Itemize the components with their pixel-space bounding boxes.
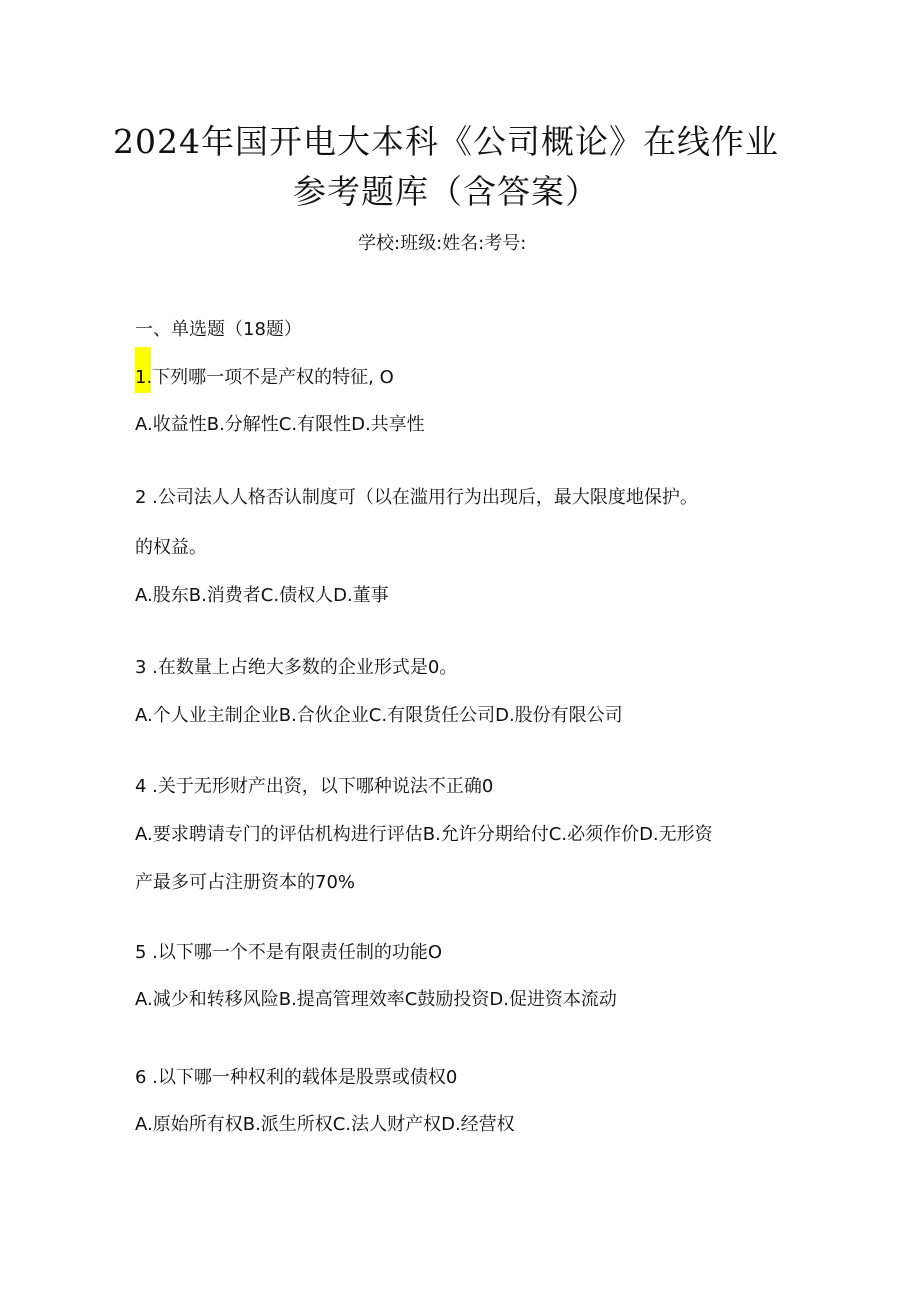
document-title-line-2: 参考题库（含答案） — [293, 172, 599, 211]
section-heading: 一、单选题（18题） — [135, 319, 302, 340]
question-6-stem: 6 .以下哪一种权利的载体是股票或债权0 — [135, 1067, 458, 1088]
question-1-stem: 1.下列哪一项不是产权的特征, O — [135, 367, 394, 388]
question-6-options: A.原始所有权B.派生所权C.法人财产权D.经营权 — [135, 1114, 515, 1135]
question-4-options-line-2: 产最多可占注册资本的70% — [135, 872, 356, 893]
document-title-line-1: 2024年国开电大本科《公司概论》在线作业 — [113, 122, 779, 161]
student-info-fields: 学校:班级:姓名:考号: — [358, 233, 527, 254]
question-5-options: A.减少和转移风险B.提高管理效率C鼓励投资D.促进资本流动 — [135, 989, 617, 1010]
question-1-options: A.收益性B.分解性C.有限性D.共享性 — [135, 414, 425, 435]
question-5-stem: 5 .以下哪一个不是有限责任制的功能O — [135, 942, 443, 963]
question-3-options: A.个人业主制企业B.合伙企业C.有限货任公司D.股份有限公司 — [135, 705, 623, 726]
question-4-stem: 4 .关于无形财产出资，以下哪种说法不正确0 — [135, 776, 494, 797]
question-2-stem-line-2: 的权益。 — [135, 537, 207, 558]
question-4-options-line-1: A.要求聘请专门的评估机构进行评估B.允许分期给付C.必须作价D.无形资 — [135, 824, 713, 845]
question-3-stem: 3 .在数量上占绝大多数的企业形式是0。 — [135, 657, 458, 678]
question-2-stem-line-1: 2 .公司法人人格否认制度可（以在滥用行为出现后，最大限度地保护。 — [135, 487, 698, 508]
question-2-options: A.股东B.消费者C.债权人D.董事 — [135, 585, 389, 606]
